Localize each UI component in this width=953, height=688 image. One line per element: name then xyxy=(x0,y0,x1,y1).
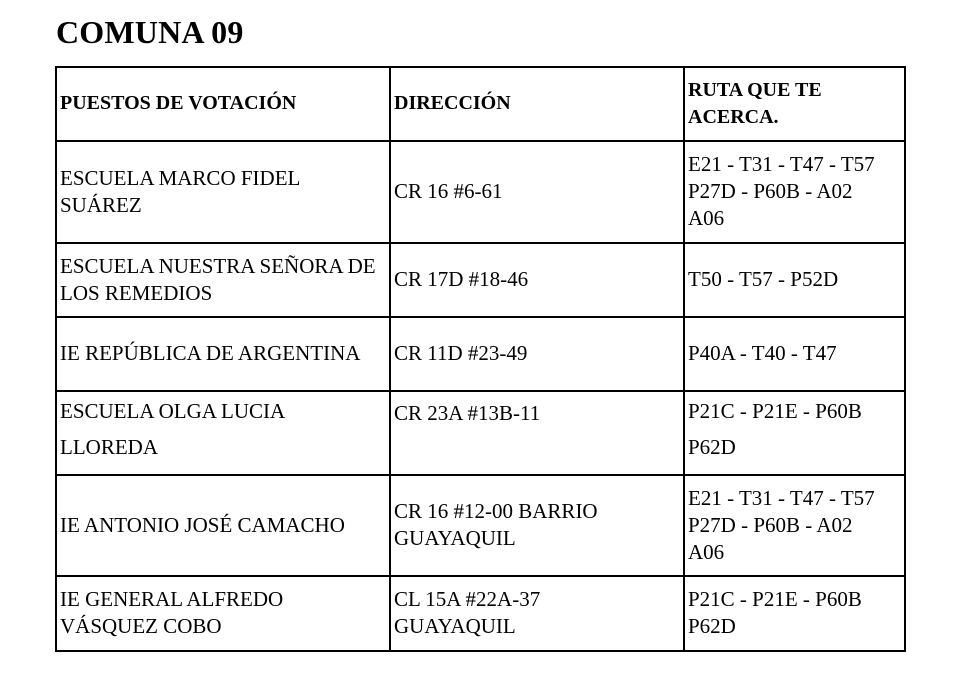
voting-places-table xyxy=(55,66,906,652)
header-puestos: PUESTOS DE VOTACIÓN xyxy=(56,67,390,141)
cell-direccion: CR 16 #12-00 BARRIO GUAYAQUIL xyxy=(390,475,684,576)
cell-puesto: IE GENERAL ALFREDO VÁSQUEZ COBO xyxy=(56,576,390,651)
header-ruta: RUTA QUE TE ACERCA. xyxy=(684,67,905,141)
cell-ruta: P21C - P21E - P60B P62D xyxy=(684,391,905,475)
table-row xyxy=(56,391,905,475)
cell-direccion: CR 16 #6-61 xyxy=(390,141,684,243)
cell-direccion: CR 23A #13B-11 xyxy=(390,391,684,475)
table-row xyxy=(56,576,905,651)
table-header-row xyxy=(56,67,905,141)
cell-direccion: CR 17D #18-46 xyxy=(390,243,684,317)
table-row xyxy=(56,475,905,576)
cell-puesto: IE REPÚBLICA DE ARGENTINA xyxy=(56,317,390,391)
cell-puesto: ESCUELA NUESTRA SEÑORA DE LOS REMEDIOS xyxy=(56,243,390,317)
cell-puesto: IE ANTONIO JOSÉ CAMACHO xyxy=(56,475,390,576)
page-title: COMUNA 09 xyxy=(56,14,244,50)
table-row xyxy=(56,317,905,391)
cell-direccion: CR 11D #23-49 xyxy=(390,317,684,391)
cell-ruta: P21C - P21E - P60B P62D xyxy=(684,576,905,651)
cell-ruta: E21 - T31 - T47 - T57 P27D - P60B - A02 A06 xyxy=(684,141,905,243)
cell-puesto: ESCUELA MARCO FIDEL SUÁREZ xyxy=(56,141,390,243)
cell-ruta: T50 - T57 - P52D xyxy=(684,243,905,317)
cell-direccion: CL 15A #22A-37 GUAYAQUIL xyxy=(390,576,684,651)
cell-ruta: E21 - T31 - T47 - T57 P27D - P60B - A02 A06 xyxy=(684,475,905,576)
header-direccion: DIRECCIÓN xyxy=(390,67,684,141)
table-row xyxy=(56,141,905,243)
table-row xyxy=(56,243,905,317)
cell-puesto: ESCUELA OLGA LUCIA LLOREDA xyxy=(56,391,390,475)
cell-ruta: P40A - T40 - T47 xyxy=(684,317,905,391)
